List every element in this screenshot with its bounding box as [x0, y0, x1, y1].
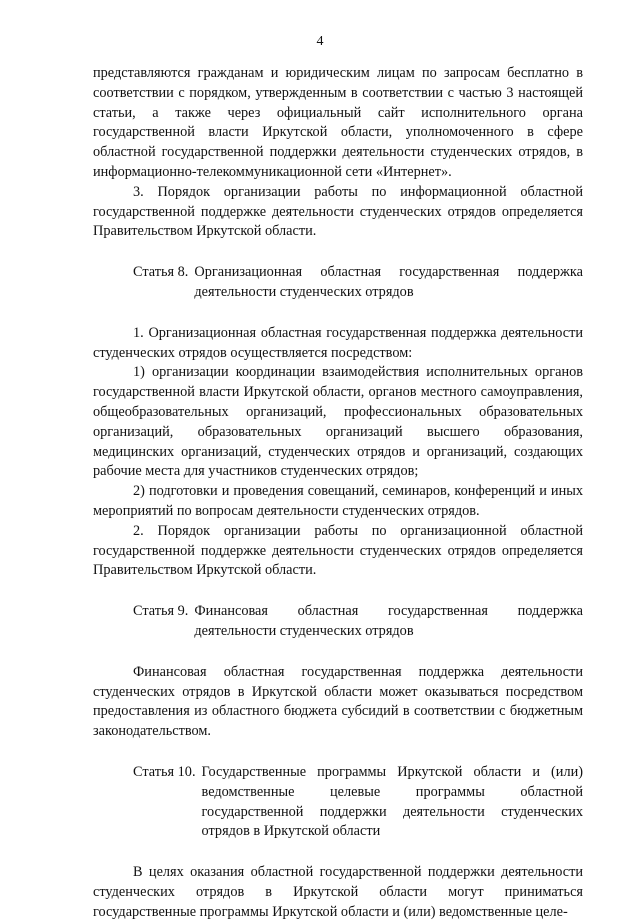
article8-paragraph-2: 2. Порядок организации работы по организационной областной государственной поддержке деятельности студенческих отрядов определяется Правительством Иркутской области. — [93, 522, 583, 579]
article10-title: Государственные программы Иркутской области и (или) ведомственные целевые программы областной государственной поддержки деятельности студенческих отрядов в Иркутской области — [201, 763, 583, 840]
spacer — [93, 242, 583, 263]
article9-title: Финансовая областная государственная поддержка деятельности студенческих отрядов — [194, 603, 583, 639]
article9-label: Статья 9. — [133, 603, 189, 620]
article9-paragraph-1: Финансовая областная государственная поддержка деятельности студенческих отрядов в Иркутской области может оказываться посредством предоставления из областного бюджета субсидий в соответствии с бюджетным законодательством. — [93, 663, 583, 740]
opening-paragraph: представляются гражданам и юридическим лицам по запросам бесплатно в соответствии с порядком, утвержденным в соответствии с частью 3 настоящей статьи, а также через официальный сайт исполнительного органа государственной власти Иркутской области, уполномоченного в сфере областной государственной поддержки деятельности студенческих отрядов, в информационно-телекоммуникационной сети «Интернет». — [93, 65, 583, 180]
page-number: 4 — [316, 34, 324, 49]
article8-item-2: 2) подготовки и проведения совещаний, семинаров, конференций и иных мероприятий по вопросам деятельности студенческих отрядов. — [93, 483, 583, 519]
article8-label: Статья 8. — [133, 264, 189, 281]
document-body — [93, 64, 583, 922]
spacer — [93, 581, 583, 602]
article10-label: Статья 10. — [133, 763, 196, 780]
article8-title: Организационная областная государственная поддержка деятельности студенческих отрядов — [194, 264, 583, 300]
article8-paragraph-1: 1. Организационная областная государственная поддержка деятельности студенческих отрядов осуществляется посредством: — [93, 324, 583, 361]
spacer — [93, 742, 583, 763]
article10-heading — [133, 763, 583, 842]
article7-paragraph-3: 3. Порядок организации работы по информационной областной государственной поддержке деятельности студенческих отрядов определяется Правительством Иркутской области. — [93, 183, 583, 240]
article10-paragraph-1: В целях оказания областной государственной поддержки деятельности студенческих отрядов в Иркутской области могут приниматься государственные программы Иркутской области и (или) ведомственные целе- — [93, 864, 583, 920]
spacer — [93, 642, 583, 663]
spacer — [93, 842, 583, 863]
spacer — [93, 303, 583, 324]
article8-heading — [133, 263, 583, 303]
article9-heading — [133, 602, 583, 642]
article8-item-1: 1) организации координации взаимодействия исполнительных органов государственной власти Иркутской области, органов местного самоуправления, общеобразовательных организаций, профессиональных образовательных организаций, образовательных организаций высшего образования, медицинских организаций, студенческих отрядов и организаций, создающих рабочие места для участников студенческих отрядов; — [93, 364, 583, 480]
